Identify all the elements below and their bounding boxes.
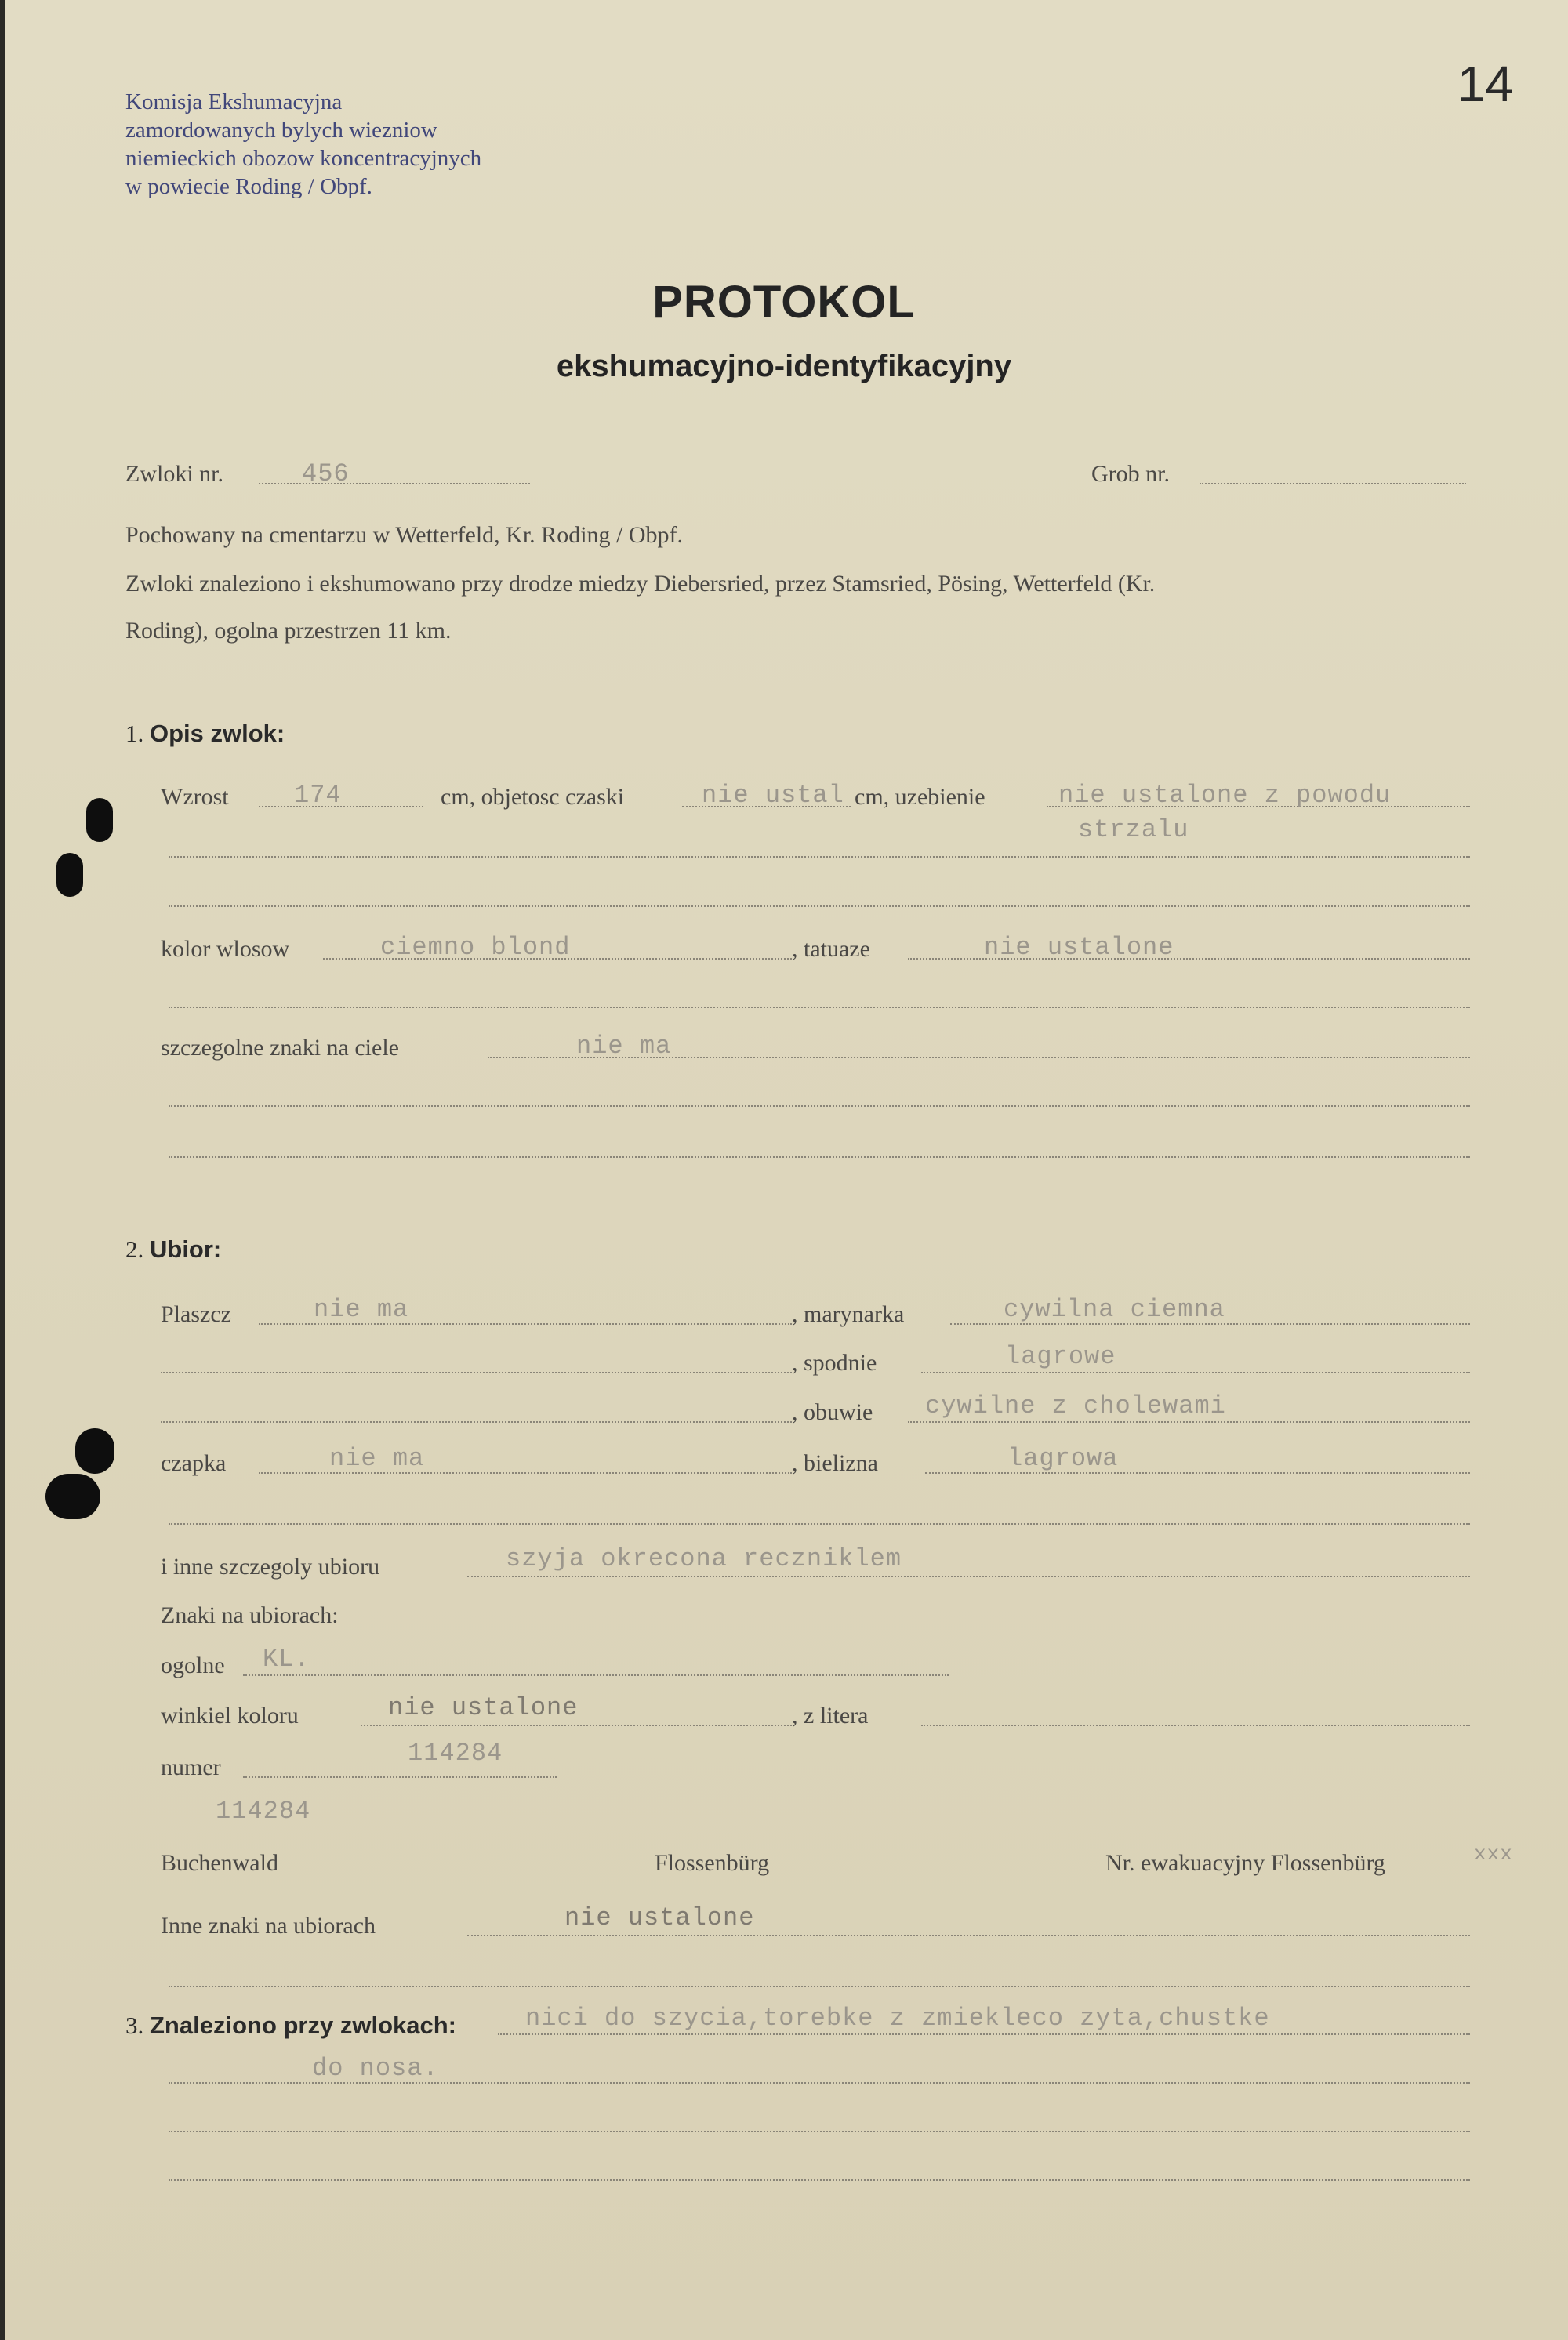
section-1-heading xyxy=(125,720,285,748)
punch-hole xyxy=(45,1474,100,1519)
marynarka-value: cywilna ciemna xyxy=(1004,1295,1225,1324)
spodnie-line xyxy=(921,1372,1470,1373)
zwloki-label: Zwloki nr. xyxy=(125,461,223,487)
winkiel-value: nie ustalone xyxy=(388,1693,579,1722)
winkiel-line xyxy=(361,1725,792,1726)
numer-value: 114284 xyxy=(408,1739,503,1768)
section-1-title: Opis zwlok: xyxy=(150,720,285,747)
bielizna-label: , bielizna xyxy=(792,1450,878,1476)
grob-label: Grob nr. xyxy=(1091,461,1170,487)
blank-line xyxy=(169,1986,1470,1987)
found-line-2: Roding), ogolna przestrzen 11 km. xyxy=(125,618,452,644)
ogolne-label: ogolne xyxy=(161,1653,225,1678)
kolor-wlosow-value: ciemno blond xyxy=(380,933,571,962)
buchenwald-label: Buchenwald xyxy=(161,1850,278,1876)
spodnie-label: , spodnie xyxy=(792,1350,877,1376)
blank-line xyxy=(169,1105,1470,1107)
znaki-na-ciele-value: nie ma xyxy=(576,1032,672,1061)
czapka-label: czapka xyxy=(161,1450,227,1476)
tatuaze-label: , tatuaze xyxy=(792,936,870,962)
section-3-line xyxy=(498,2033,1470,2035)
uzebienie-value-2: strzalu xyxy=(1078,815,1189,844)
header-line-4: w powiecie Roding / Obpf. xyxy=(125,174,372,199)
plaszcz-label: Plaszcz xyxy=(161,1301,231,1327)
numer-line xyxy=(243,1776,557,1778)
inne-szczegoly-label: i inne szczegoly ubioru xyxy=(161,1554,380,1580)
inne-znaki-line xyxy=(467,1935,1470,1936)
document-subtitle: ekshumacyjno-identyfikacyjny xyxy=(556,349,1012,383)
blank-line xyxy=(169,1156,1470,1158)
section-3-title: Znaleziono przy zwlokach: xyxy=(150,2012,456,2039)
section-2-title: Ubior: xyxy=(150,1235,222,1263)
buchenwald-number: 114284 xyxy=(216,1797,311,1826)
section-3-heading xyxy=(125,2012,456,2040)
header-line-3: niemieckich obozow koncentracyjnych xyxy=(125,146,482,171)
header-line-1: Komisja Ekshumacyjna xyxy=(125,89,343,114)
document-title: PROTOKOL xyxy=(652,277,916,328)
blank-line xyxy=(169,856,1470,858)
punch-hole xyxy=(56,853,83,897)
winkiel-label: winkiel koloru xyxy=(161,1703,299,1729)
section-3-number: 3. xyxy=(125,2012,144,2039)
inne-znaki-value: nie ustalone xyxy=(564,1903,755,1932)
punch-hole xyxy=(75,1428,114,1474)
bielizna-value: lagrowa xyxy=(1007,1444,1119,1473)
struck-xxx: xxx xyxy=(1474,1842,1513,1866)
found-line-1: Zwloki znaleziono i ekshumowano przy drodze miedzy Diebersried, przez Stamsried, Pösing, Wetterfeld (Kr. xyxy=(125,571,1156,597)
blank-line xyxy=(161,1372,792,1373)
blank-line xyxy=(169,2131,1470,2132)
z-litera-label: , z litera xyxy=(792,1703,869,1729)
section-2-heading xyxy=(125,1235,221,1264)
commission-header xyxy=(125,88,481,201)
obuwie-label: , obuwie xyxy=(792,1399,873,1425)
obuwie-value: cywilne z cholewami xyxy=(925,1391,1226,1420)
kolor-wlosow-label: kolor wlosow xyxy=(161,936,290,962)
section-2-number: 2. xyxy=(125,1235,144,1263)
numer-label: numer xyxy=(161,1754,221,1780)
flossenburg-label: Flossenbürg xyxy=(655,1850,770,1876)
ogolne-value: KL. xyxy=(263,1645,310,1674)
czapka-value: nie ma xyxy=(329,1444,425,1473)
cemetery-line: Pochowany na cmentarzu w Wetterfeld, Kr. Roding / Obpf. xyxy=(125,522,684,548)
blank-line xyxy=(161,1421,792,1423)
znaki-na-ubiorach-label: Znaki na ubiorach: xyxy=(161,1602,339,1628)
grob-line xyxy=(1200,483,1466,484)
found-items-value-2: do nosa. xyxy=(312,2054,439,2083)
ogolne-line xyxy=(243,1674,949,1676)
czaszka-value: nie ustal xyxy=(702,781,844,810)
znaki-na-ciele-label: szczegolne znaki na ciele xyxy=(161,1035,399,1061)
cm-objetosc-label: cm, objetosc czaski xyxy=(441,784,625,810)
uzebienie-value: nie ustalone z powodu xyxy=(1058,781,1392,810)
spodnie-value: lagrowe xyxy=(1005,1342,1116,1371)
found-items-value-1: nici do szycia,torebke z zmiekleco zyta,chustke xyxy=(525,2004,1270,2033)
blank-line xyxy=(169,2082,1470,2084)
header-line-2: zamordowanych bylych wiezniow xyxy=(125,118,437,143)
inne-line xyxy=(467,1576,1470,1577)
wzrost-value: 174 xyxy=(294,781,342,810)
plaszcz-value: nie ma xyxy=(314,1295,409,1324)
blank-line xyxy=(169,905,1470,907)
blank-line xyxy=(169,1007,1470,1008)
cm-uzebienie-label: cm, uzebienie xyxy=(855,784,985,810)
page-number: 14 xyxy=(1457,56,1513,112)
inne-znaki-label: Inne znaki na ubiorach xyxy=(161,1913,376,1939)
blank-line xyxy=(169,2179,1470,2181)
blank-line xyxy=(169,1523,1470,1525)
inne-szczegoly-value: szyja okrecona reczniklem xyxy=(506,1544,902,1573)
litera-line xyxy=(921,1725,1470,1726)
zwloki-value: 456 xyxy=(302,459,350,488)
section-1-number: 1. xyxy=(125,720,144,747)
obuwie-line xyxy=(908,1421,1470,1423)
zwloki-line xyxy=(259,483,530,484)
punch-hole xyxy=(86,798,113,842)
marynarka-label: , marynarka xyxy=(792,1301,905,1327)
nr-ewakuacyjny-label: Nr. ewakuacyjny Flossenbürg xyxy=(1105,1850,1385,1876)
tatuaze-value: nie ustalone xyxy=(984,933,1174,962)
wzrost-label: Wzrost xyxy=(161,784,229,810)
